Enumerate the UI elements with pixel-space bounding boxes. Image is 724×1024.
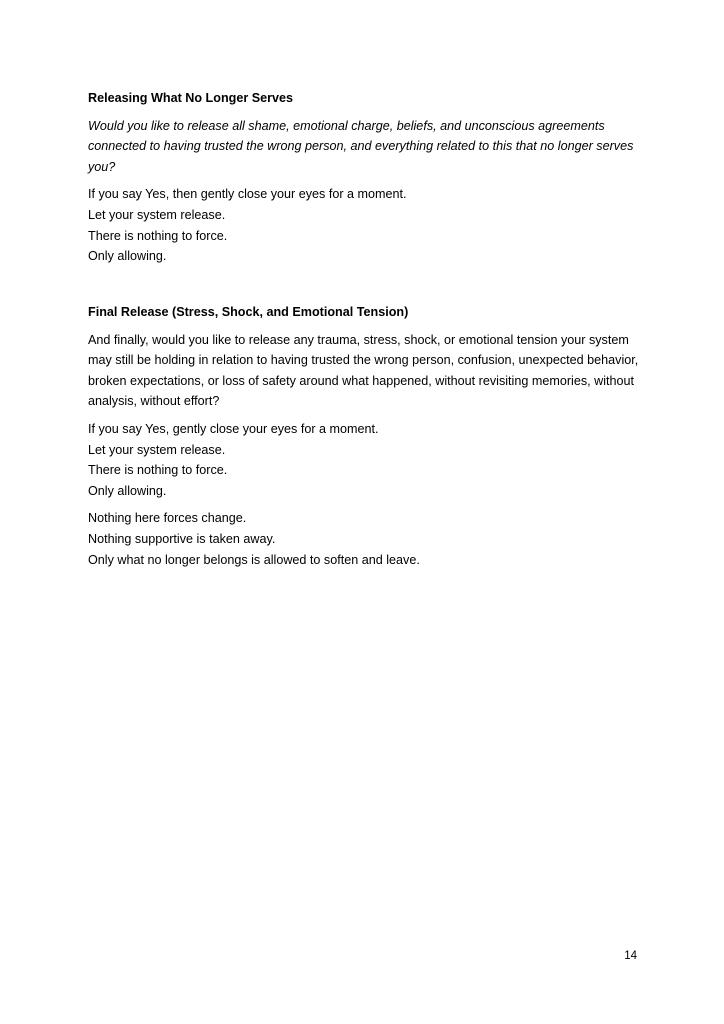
closing-line: Only what no longer belongs is allowed to soften and leave. bbox=[88, 552, 420, 567]
instruction-line: If you say Yes, then gently close your eyes for a moment. bbox=[88, 187, 407, 202]
question-paragraph: Would you like to release all shame, emotional charge, beliefs, and unconscious agreements connected to having trusted the wrong person, and everything related to this that no longer serves you? bbox=[88, 118, 634, 174]
section-heading: Final Release (Stress, Shock, and Emotional Tension) bbox=[88, 305, 409, 319]
section-final-release bbox=[88, 302, 648, 577]
closing-paragraph bbox=[88, 508, 648, 570]
instruction-line: If you say Yes, gently close your eyes for a moment. bbox=[88, 421, 379, 436]
closing-line: Nothing supportive is taken away. bbox=[88, 531, 276, 546]
instruction-line: Only allowing. bbox=[88, 249, 167, 264]
instruction-paragraph bbox=[88, 419, 648, 501]
question-paragraph: And finally, would you like to release any trauma, stress, shock, or emotional tension your system may still be holding in relation to having trusted the wrong person, confusion, unexpected behavior, broken expectations, or loss of safety around what happened, without revisiting memories, without analysis, without effort? bbox=[88, 332, 639, 409]
section-releasing bbox=[88, 88, 648, 274]
closing-line: Nothing here forces change. bbox=[88, 511, 247, 526]
instruction-line: Let your system release. bbox=[88, 442, 226, 457]
instruction-line: There is nothing to force. bbox=[88, 228, 228, 243]
instruction-paragraph bbox=[88, 184, 648, 266]
instruction-line: Only allowing. bbox=[88, 483, 167, 498]
instruction-line: Let your system release. bbox=[88, 207, 226, 222]
instruction-line: There is nothing to force. bbox=[88, 463, 228, 478]
page-number: 14 bbox=[624, 950, 637, 962]
section-heading: Releasing What No Longer Serves bbox=[88, 91, 294, 105]
